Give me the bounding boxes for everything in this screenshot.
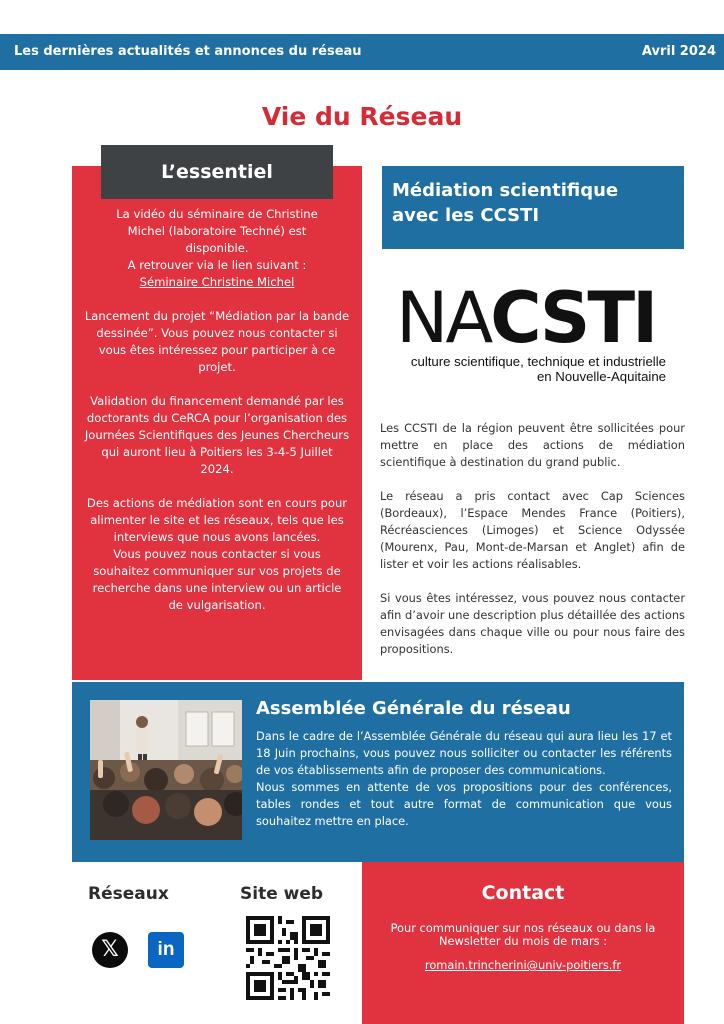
- essentiel-paragraph-3: Validation du financement demandé par les doctorants du CeRCA pour l’organisation des Journées Scientifiques des Jeunes Chercheurs qui auront lieu à Poitiers les 3-4-5 Juillet 2024.: [84, 394, 350, 476]
- linkedin-icon[interactable]: in: [148, 932, 184, 968]
- mediation-title: [382, 166, 684, 249]
- seminaire-link[interactable]: Séminaire Christine Michel: [139, 275, 295, 289]
- essentiel-paragraph-4: [84, 495, 350, 614]
- nacsti-subtitle-1: culture scientifique, technique et industrielle: [410, 354, 666, 369]
- assemblee-paragraph-2: Nous sommes en attente de vos propositions pour des conférences, tables rondes et tout autre format de communication que vous souhaitez mettre en place.: [256, 780, 672, 828]
- mediation-paragraph-3: Si vous êtes intéressez, vous pouvez nous contacter afin d’avoir une description plus détaillée des actions envisagées dans chaque ville ou pour nous faire des propositions.: [380, 591, 685, 656]
- reseaux-label: Réseaux: [88, 884, 169, 904]
- assemblee-title: Assemblée Générale du réseau: [256, 698, 571, 719]
- page-title: Vie du Réseau: [261, 102, 463, 131]
- essentiel-paragraph-2: Lancement du projet “Médiation par la bande dessinée”. Vous pouvez nous contacter si vous êtes intéressez pour participer à ce projet.: [84, 309, 350, 374]
- assemblee-body: [256, 728, 672, 830]
- contact-text: Pour communiquer sur nos réseaux ou dans la Newsletter du mois de mars :: [390, 921, 656, 948]
- mediation-title-line-1: Médiation scientifique: [392, 180, 619, 201]
- nacsti-logo: [396, 277, 672, 392]
- essentiel-title: L’essentiel: [101, 145, 333, 199]
- conference-photo: [90, 700, 242, 840]
- essentiel-p4b: Vous pouvez nous contacter si vous souhaitez communiquer sur vos projets de recherche dans une interview ou un article de vulgarisation.: [92, 547, 342, 612]
- essentiel-paragraph-1: [84, 206, 350, 291]
- site-web-label: Site web: [240, 884, 324, 904]
- essentiel-body: [84, 206, 350, 631]
- contact-email-link[interactable]: romain.trincherini@univ-poitiers.fr: [424, 958, 622, 972]
- conference-photo-illustration: [90, 700, 242, 840]
- mediation-title-line-2: avec les CCSTI: [392, 205, 540, 226]
- header-bar: [0, 34, 724, 70]
- nacsti-csti: CSTI: [490, 277, 656, 359]
- essentiel-line: A retrouver via le lien suivant :: [127, 258, 307, 272]
- essentiel-line: La vidéo du séminaire de Christine: [116, 207, 318, 221]
- nacsti-subtitle-2: en Nouvelle-Aquitaine: [536, 369, 666, 384]
- contact-title: Contact: [481, 882, 565, 904]
- essentiel-line: disponible.: [185, 241, 249, 255]
- nacsti-wordmark: [396, 277, 672, 359]
- qr-code-graphic: [246, 916, 330, 1000]
- mediation-paragraph-2: Le réseau a pris contact avec Cap Sciences (Bordeaux), l’Espace Mendes France (Poitiers), Récréasciences (Limoges) et Science Odyssée (Mourenx, Pau, Mont-de-Marsan et Anglet) afin de lister et voir les actions réalisables.: [380, 489, 685, 571]
- mediation-paragraph-1: Les CCSTI de la région peuvent être sollicitées pour mettre en place des actions de médiation scientifique à destination du grand public.: [380, 421, 685, 469]
- header-tagline: Les dernières actualités et annonces du réseau: [14, 44, 362, 59]
- essentiel-p4a: Des actions de médiation sont en cours pour alimenter le site et les réseaux, tels que les interviews que nous avons lancées.: [86, 496, 348, 544]
- qr-code-icon[interactable]: [246, 916, 330, 1000]
- header-date: Avril 2024: [641, 44, 716, 59]
- mediation-body: [380, 420, 685, 675]
- x-twitter-icon[interactable]: 𝕏: [92, 932, 128, 968]
- assemblee-paragraph-1: Dans le cadre de l’Assemblée Générale du réseau qui aura lieu les 17 et 18 Juin prochains, vous pouvez nous solliciter ou contacter les référents de vos établissements afin de proposer des communications.: [256, 729, 672, 777]
- nacsti-na: NA: [396, 277, 491, 359]
- essentiel-line: Michel (laboratoire Techné) est: [127, 224, 307, 238]
